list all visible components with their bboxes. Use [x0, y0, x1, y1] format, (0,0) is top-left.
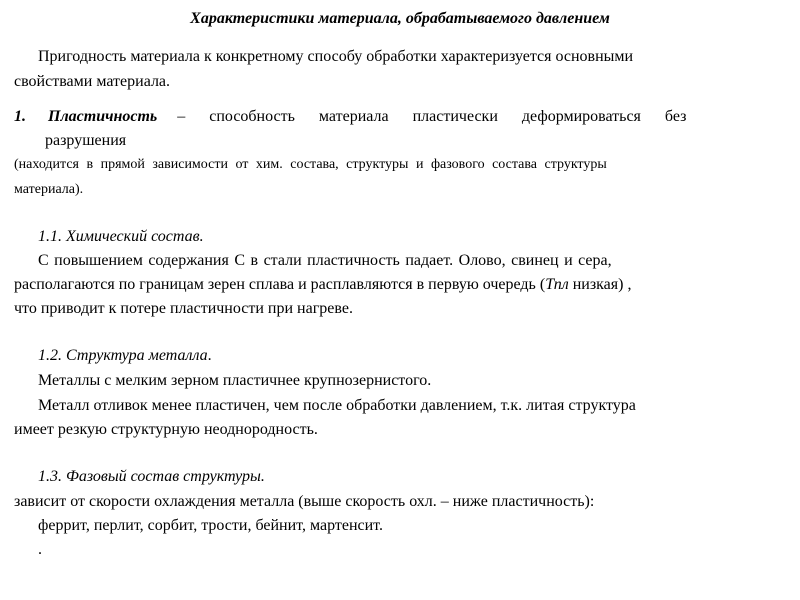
section-1-1-line-2-a: располагаются по границам зерен сплава и расплавляются в первую очередь ( [14, 276, 546, 293]
section-1-3-line-3: . [38, 541, 42, 558]
page-title: Характеристики материала, обрабатываемого давлением [190, 10, 610, 27]
section-1-3-heading: 1.3. Фазовый состав структуры. [38, 468, 265, 485]
section-1-2-heading [38, 346, 212, 366]
item-1-note-line-1: (находится в прямой зависимости от хим. состава, структуры и фазового состава структуры [14, 157, 607, 172]
section-1-2-heading-text: 1.2. Структура металла [38, 347, 208, 364]
melting-temp-term: Тпл [545, 276, 569, 293]
item-1-definition-line-2: разрушения [45, 132, 127, 149]
section-1-3-line-2: феррит, перлит, сорбит, трости, бейнит, мартенсит. [38, 517, 383, 534]
section-1-2-line-2: Металл отливок менее пластичен, чем после обработки давлением, т.к. литая структура [38, 397, 636, 414]
section-1-2-line-1: Металлы с мелким зерном пластичнее крупнозернистого. [38, 372, 432, 389]
item-1-definition-text: – способность материала пластически деформироваться без [177, 108, 687, 125]
item-1-definition [14, 107, 786, 127]
section-1-1-line-1: С повышением содержания С в стали пластичность падает. Олово, свинец и сера, [38, 252, 612, 269]
item-1-number: 1. [14, 108, 26, 125]
section-1-2-heading-dot: . [207, 347, 212, 364]
item-1-term: Пластичность [48, 108, 158, 125]
intro-line-2: свойствами материала. [14, 73, 171, 90]
section-1-1-heading: 1.1. Химический состав. [38, 228, 204, 245]
section-1-3-line-1: зависит от скорости охлаждения металла (выше скорость охл. – ниже пластичность): [14, 493, 595, 510]
section-1-1-line-2-b: низкая) , [568, 276, 632, 293]
section-1-1-line-2 [14, 275, 631, 295]
item-1-note-line-2: материала). [14, 182, 84, 197]
intro-line-1: Пригодность материала к конкретному способу обработки характеризуется основными [38, 48, 634, 65]
section-1-1-line-3: что приводит к потере пластичности при нагреве. [14, 300, 353, 317]
section-1-2-line-3: имеет резкую структурную неоднородность. [14, 421, 318, 438]
